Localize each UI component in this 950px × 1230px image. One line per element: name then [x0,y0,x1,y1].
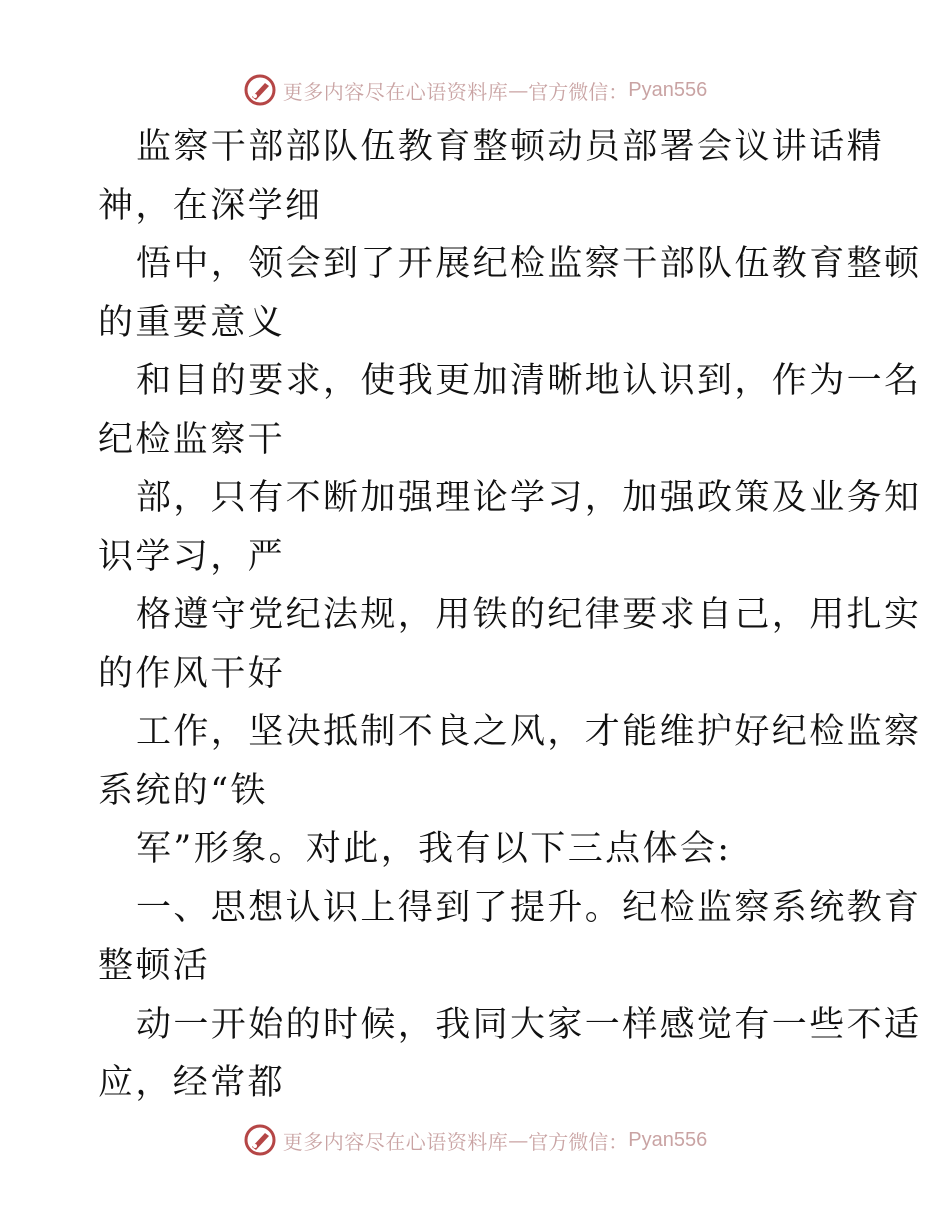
banner-separator: — [508,1128,529,1152]
text-line: 军”形象。对此，我有以下三点体会: [136,829,732,869]
document-body [98,118,922,1113]
text-line: 和目的要求，使我更加清晰地认识到，作为一名 [136,361,922,401]
text-line: 纪检监察干 [98,419,286,460]
text-line: 的作风干好 [98,653,286,694]
banner-wechat-label: 官方微信： [528,79,629,104]
text-line: 监察干部部队伍教育整顿动员部署会议讲话精 [136,127,885,167]
banner-wechat-label: 官方微信： [528,1129,629,1154]
text-line: 整顿活 [98,946,211,986]
text-line: 格遵守党纪法规，用铁的纪律要求自己，用扎实 [136,595,922,635]
text-line: 动一开始的时候，我同大家一样感觉有一些不适 [136,1004,922,1045]
text-line: 部，只有不断加强理论学习，加强政策及业务知 [136,478,922,518]
text-line: 应，经常都 [98,1063,286,1103]
text-line: 悟中，领会到了开展纪检监察干部队伍教育整顿 [136,244,922,284]
banner-wechat-id: Pyan556 [628,1128,708,1151]
banner-separator: — [508,78,529,102]
text-line: 识学习，严 [98,536,286,577]
banner-title: 更多内容尽在心语资料库 [282,79,509,104]
header-banner [0,68,950,112]
text-line: 一、思想认识上得到了提升。纪检监察系统教育 [136,887,922,928]
text-line: 工作，坚决抵制不良之风，才能维护好纪检监察 [136,712,922,752]
banner-title: 更多内容尽在心语资料库 [282,1129,509,1154]
pen-logo-icon [243,1123,277,1157]
footer-banner [0,1118,950,1162]
text-line: 的重要意义 [98,302,286,343]
text-line: 系统的“铁 [98,770,268,811]
banner-wechat-id: Pyan556 [628,78,708,101]
pen-logo-icon [243,73,277,107]
text-line: 神，在深学细 [98,185,323,226]
